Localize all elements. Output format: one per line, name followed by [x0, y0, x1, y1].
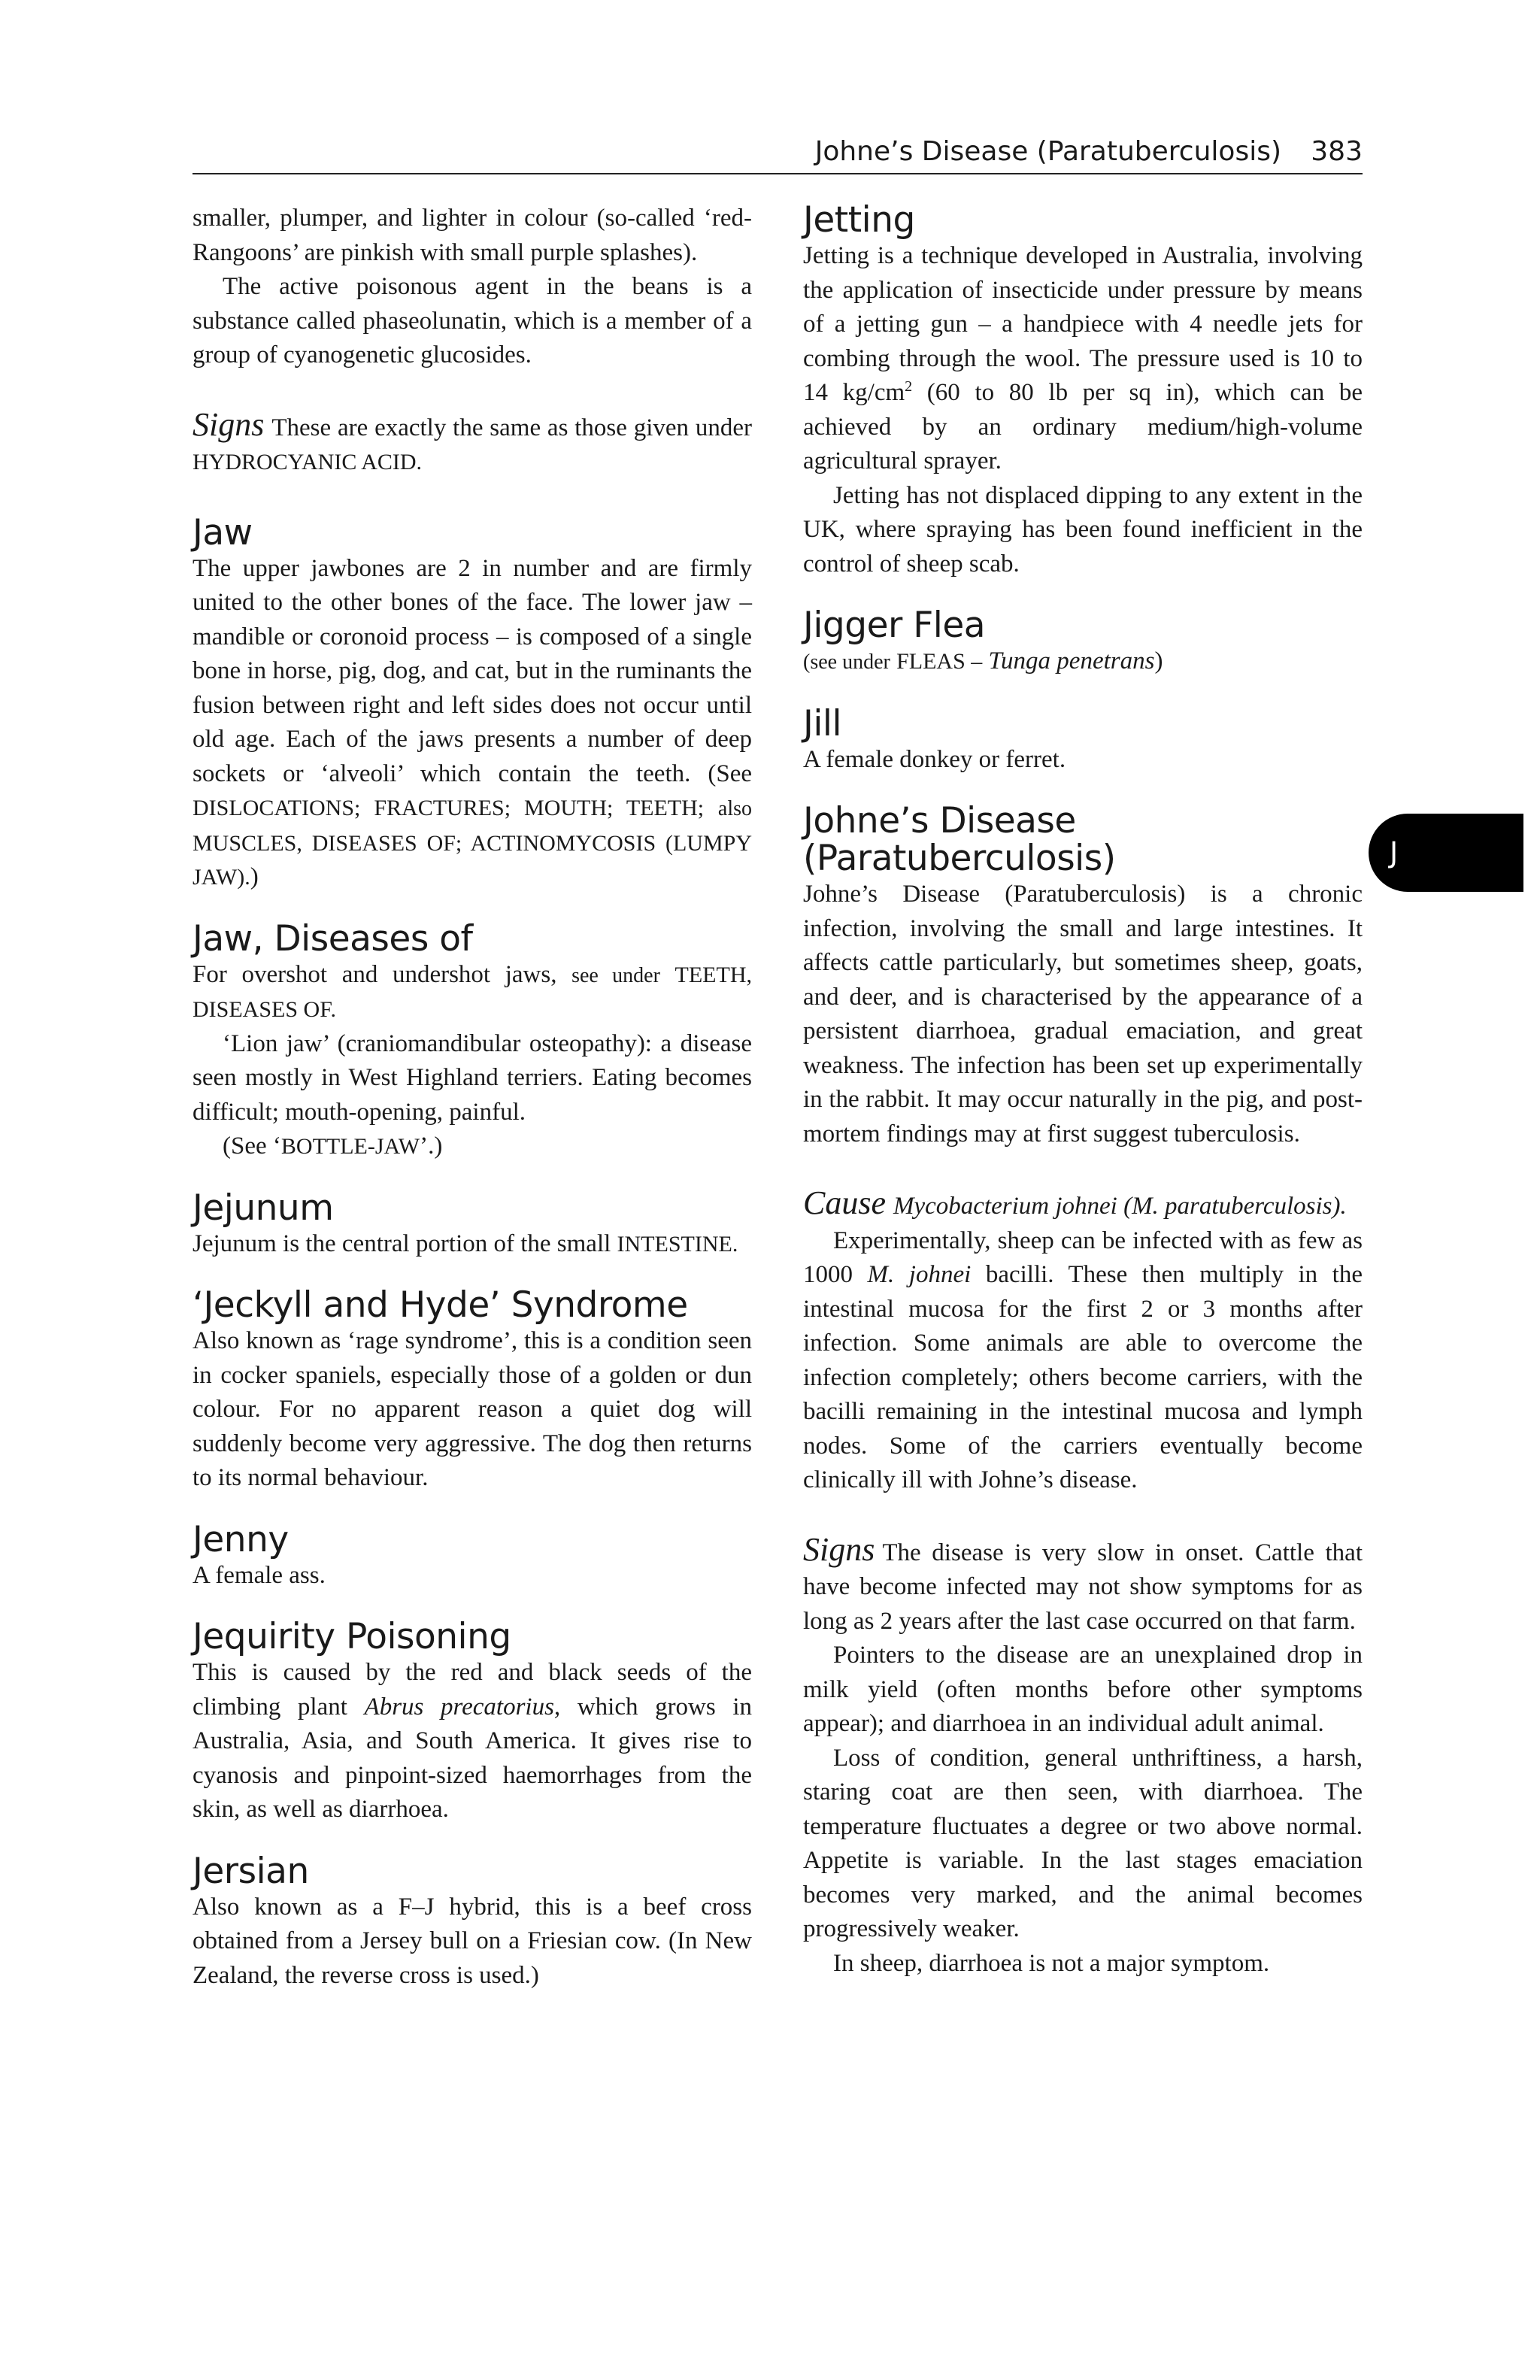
text: (60 to 80 lb per sq in), which can be achieved by an ordinary medium/high-volume agricultural sprayer.: [803, 379, 1363, 474]
entry-text: [192, 1656, 752, 1827]
text: The disease is very slow in onset. Cattle that have become infected may not show symptoms for as long as 2 years after the last case occurred on that farm.: [803, 1539, 1363, 1635]
text: (See: [708, 759, 752, 787]
entry-text: Also known as a F–J hybrid, this is a beef cross obtained from a Jersey bull on a Friesian cow. (In New Zealand, the reverse cross is used.): [192, 1893, 752, 1989]
text: bacilli. These then multiply in the intestinal mucosa for the first 2 or 3 months after infection. Some animals are able to overcome the infection completely; others become carriers, with the bacilli remaining in the intestinal mucosa and lymph nodes. Some of the carriers eventually become clinically ill with Johne’s disease.: [803, 1261, 1363, 1493]
subhead-cause: Cause: [803, 1184, 886, 1221]
right-column: [803, 199, 1363, 1981]
cross-reference: BOTTLE-JAW: [280, 1134, 420, 1159]
text: ’.): [420, 1132, 443, 1160]
text: For overshot and undershot jaws,: [192, 960, 557, 988]
cross-reference: HYDROCYANIC ACID.: [192, 450, 423, 474]
cause-paragraph: [803, 1186, 1363, 1224]
heading-line: (Paratuberculosis): [803, 838, 1116, 879]
paragraph: [192, 1129, 752, 1164]
text: ): [1154, 647, 1163, 675]
running-title: Johne’s Disease (Paratuberculosis): [814, 136, 1281, 167]
text: Jetting is a technique developed in Australia, involving the application of insecticide under pressure by means of a jetting gun – a handpiece with 4 needle jets for combing through the wool. The pressure used is 10 to 14 kg/cm: [803, 242, 1363, 406]
text: see under: [571, 963, 660, 987]
entry-heading-jill: Jill: [803, 702, 842, 744]
entry-heading-jequirity: Jequirity Poisoning: [192, 1616, 511, 1657]
left-column: [192, 202, 752, 1993]
entry-text: A female ass.: [192, 1561, 326, 1589]
entry-text: [192, 552, 752, 895]
cross-reference: INTESTINE.: [617, 1231, 738, 1257]
species-name: Mycobacterium johnei: [893, 1193, 1117, 1220]
paragraph: Pointers to the disease are an unexplained drop in milk yield (often months before other symptoms appear); and diarrhoea in an individual adult animal.: [803, 1642, 1363, 1737]
entry-heading-jejunum: Jejunum: [192, 1187, 334, 1229]
text: These are exactly the same as those given under: [271, 414, 752, 441]
entry-text: Also known as ‘rage syndrome’, this is a condition seen in cocker spaniels, especially those of a golden or dun colour. For no apparent reason a quiet dog will suddenly become very aggressive. The dog then returns to its normal behaviour.: [192, 1327, 752, 1491]
entry-text: [803, 239, 1363, 479]
text: The upper jawbones are 2 in number and are firmly united to the other bones of the face. The lower jaw – mandible or coronoid process – is composed of a single bone in horse, pig, dog, and cat, but in the ruminants the fusion between right and left sides does not occur until old age. Each of the jaws presents a number of deep sockets or ‘alveoli’ which contain the teeth.: [192, 554, 752, 787]
entry-heading-johnes-disease: [803, 802, 1363, 878]
text: Experimentally, sheep can be infected with as few as 1000: [803, 1226, 1363, 1288]
cross-reference: FLEAS –: [896, 649, 983, 674]
paragraph: ‘Lion jaw’ (craniomandibular osteopathy): a disease seen mostly in West Highland terriers. Eating becomes difficult; mouth-opening, painful.: [192, 1029, 752, 1126]
entry-text: [192, 958, 752, 1027]
entry-heading-jaw: Jaw: [192, 511, 253, 553]
superscript: 2: [905, 378, 913, 395]
cross-reference: DISLOCATIONS; FRACTURES; MOUTH; TEETH;: [192, 796, 705, 820]
paragraph: Loss of condition, general unthriftiness, a harsh, staring coat are then seen, with diarrhoea. The temperature fluctuates a degree or two above normal. Appetite is variable. In the last stages emaciation becomes very marked, and the animal becomes progressively weaker.: [803, 1744, 1363, 1942]
paragraph: smaller, plumper, and lighter in colour (so-called ‘red-Rangoons’ are pinkish with small purple splashes).: [192, 205, 752, 266]
paragraph: The active poisonous agent in the beans is a substance called phaseolunatin, which is a member of a group of cyanogenetic glucosides.: [192, 273, 752, 368]
text: which grows in Australia, Asia, and South America. It gives rise to cyanosis and pinpoint-sized haemorrhages from the skin, as well as diarrhoea.: [192, 1693, 753, 1823]
text: This is caused by the red and black seeds of the climbing plant: [192, 1659, 752, 1721]
text: Jejunum is the central portion of the small: [192, 1229, 611, 1257]
entry-text: A female donkey or ferret.: [803, 745, 1066, 773]
entry-text: [192, 1227, 752, 1262]
text: (see under: [803, 650, 890, 674]
entry-heading-jaw-diseases: Jaw, Diseases of: [192, 917, 473, 960]
entry-heading-jersian: Jersian: [192, 1850, 309, 1892]
text: ): [250, 863, 259, 890]
signs-paragraph: [192, 405, 752, 480]
cross-reference: TEETH, DISEASES OF.: [192, 962, 752, 1022]
entry-heading-jeckyll-hyde: ‘Jeckyll and Hyde’ Syndrome: [192, 1284, 688, 1326]
subhead-signs: Signs: [803, 1530, 875, 1568]
entry-text: [803, 644, 1363, 680]
text: (See ‘: [223, 1132, 281, 1160]
cross-reference: MUSCLES, DISEASES OF; ACTINOMYCOSIS (LUMPY JAW).: [192, 830, 752, 890]
text: also: [717, 797, 752, 820]
heading-line: Johne’s Disease: [803, 800, 1076, 841]
species-name: M. johnei: [867, 1261, 972, 1288]
running-header: [192, 125, 1363, 174]
species-name: (M. paratuberculosis).: [1123, 1193, 1347, 1220]
paragraph: Jetting has not displaced dipping to any extent in the UK, where spraying has been found inefficient in the control of sheep scab.: [803, 481, 1363, 578]
species-name: Abrus precatorius,: [364, 1693, 561, 1721]
thumb-tab-letter: J: [1390, 836, 1399, 869]
signs-paragraph: [803, 1530, 1363, 1639]
entry-heading-jenny: Jenny: [192, 1518, 289, 1560]
entry-heading-jigger-flea: Jigger Flea: [803, 605, 986, 646]
entry-heading-jetting: Jetting: [803, 199, 915, 241]
species-name: Tunga penetrans: [988, 647, 1155, 675]
paragraph: In sheep, diarrhoea is not a major symptom.: [833, 1949, 1270, 1977]
entry-text: Johne’s Disease (Paratuberculosis) is a chronic infection, involving the small and large intestines. It affects cattle particularly, but sometimes sheep, goats, and deer, and is characterised by the appearance of a persistent diarrhoea, gradual emaciation, and great weakness. The infection has been set up experimentally in the rabbit. It may occur naturally in the pig, and post-mortem findings may at first suggest tuberculosis.: [803, 881, 1363, 1148]
section-thumb-tab: [1369, 814, 1523, 892]
page-number: 383: [1311, 136, 1363, 167]
subhead-signs: Signs: [192, 405, 265, 443]
paragraph: [803, 1224, 1363, 1498]
